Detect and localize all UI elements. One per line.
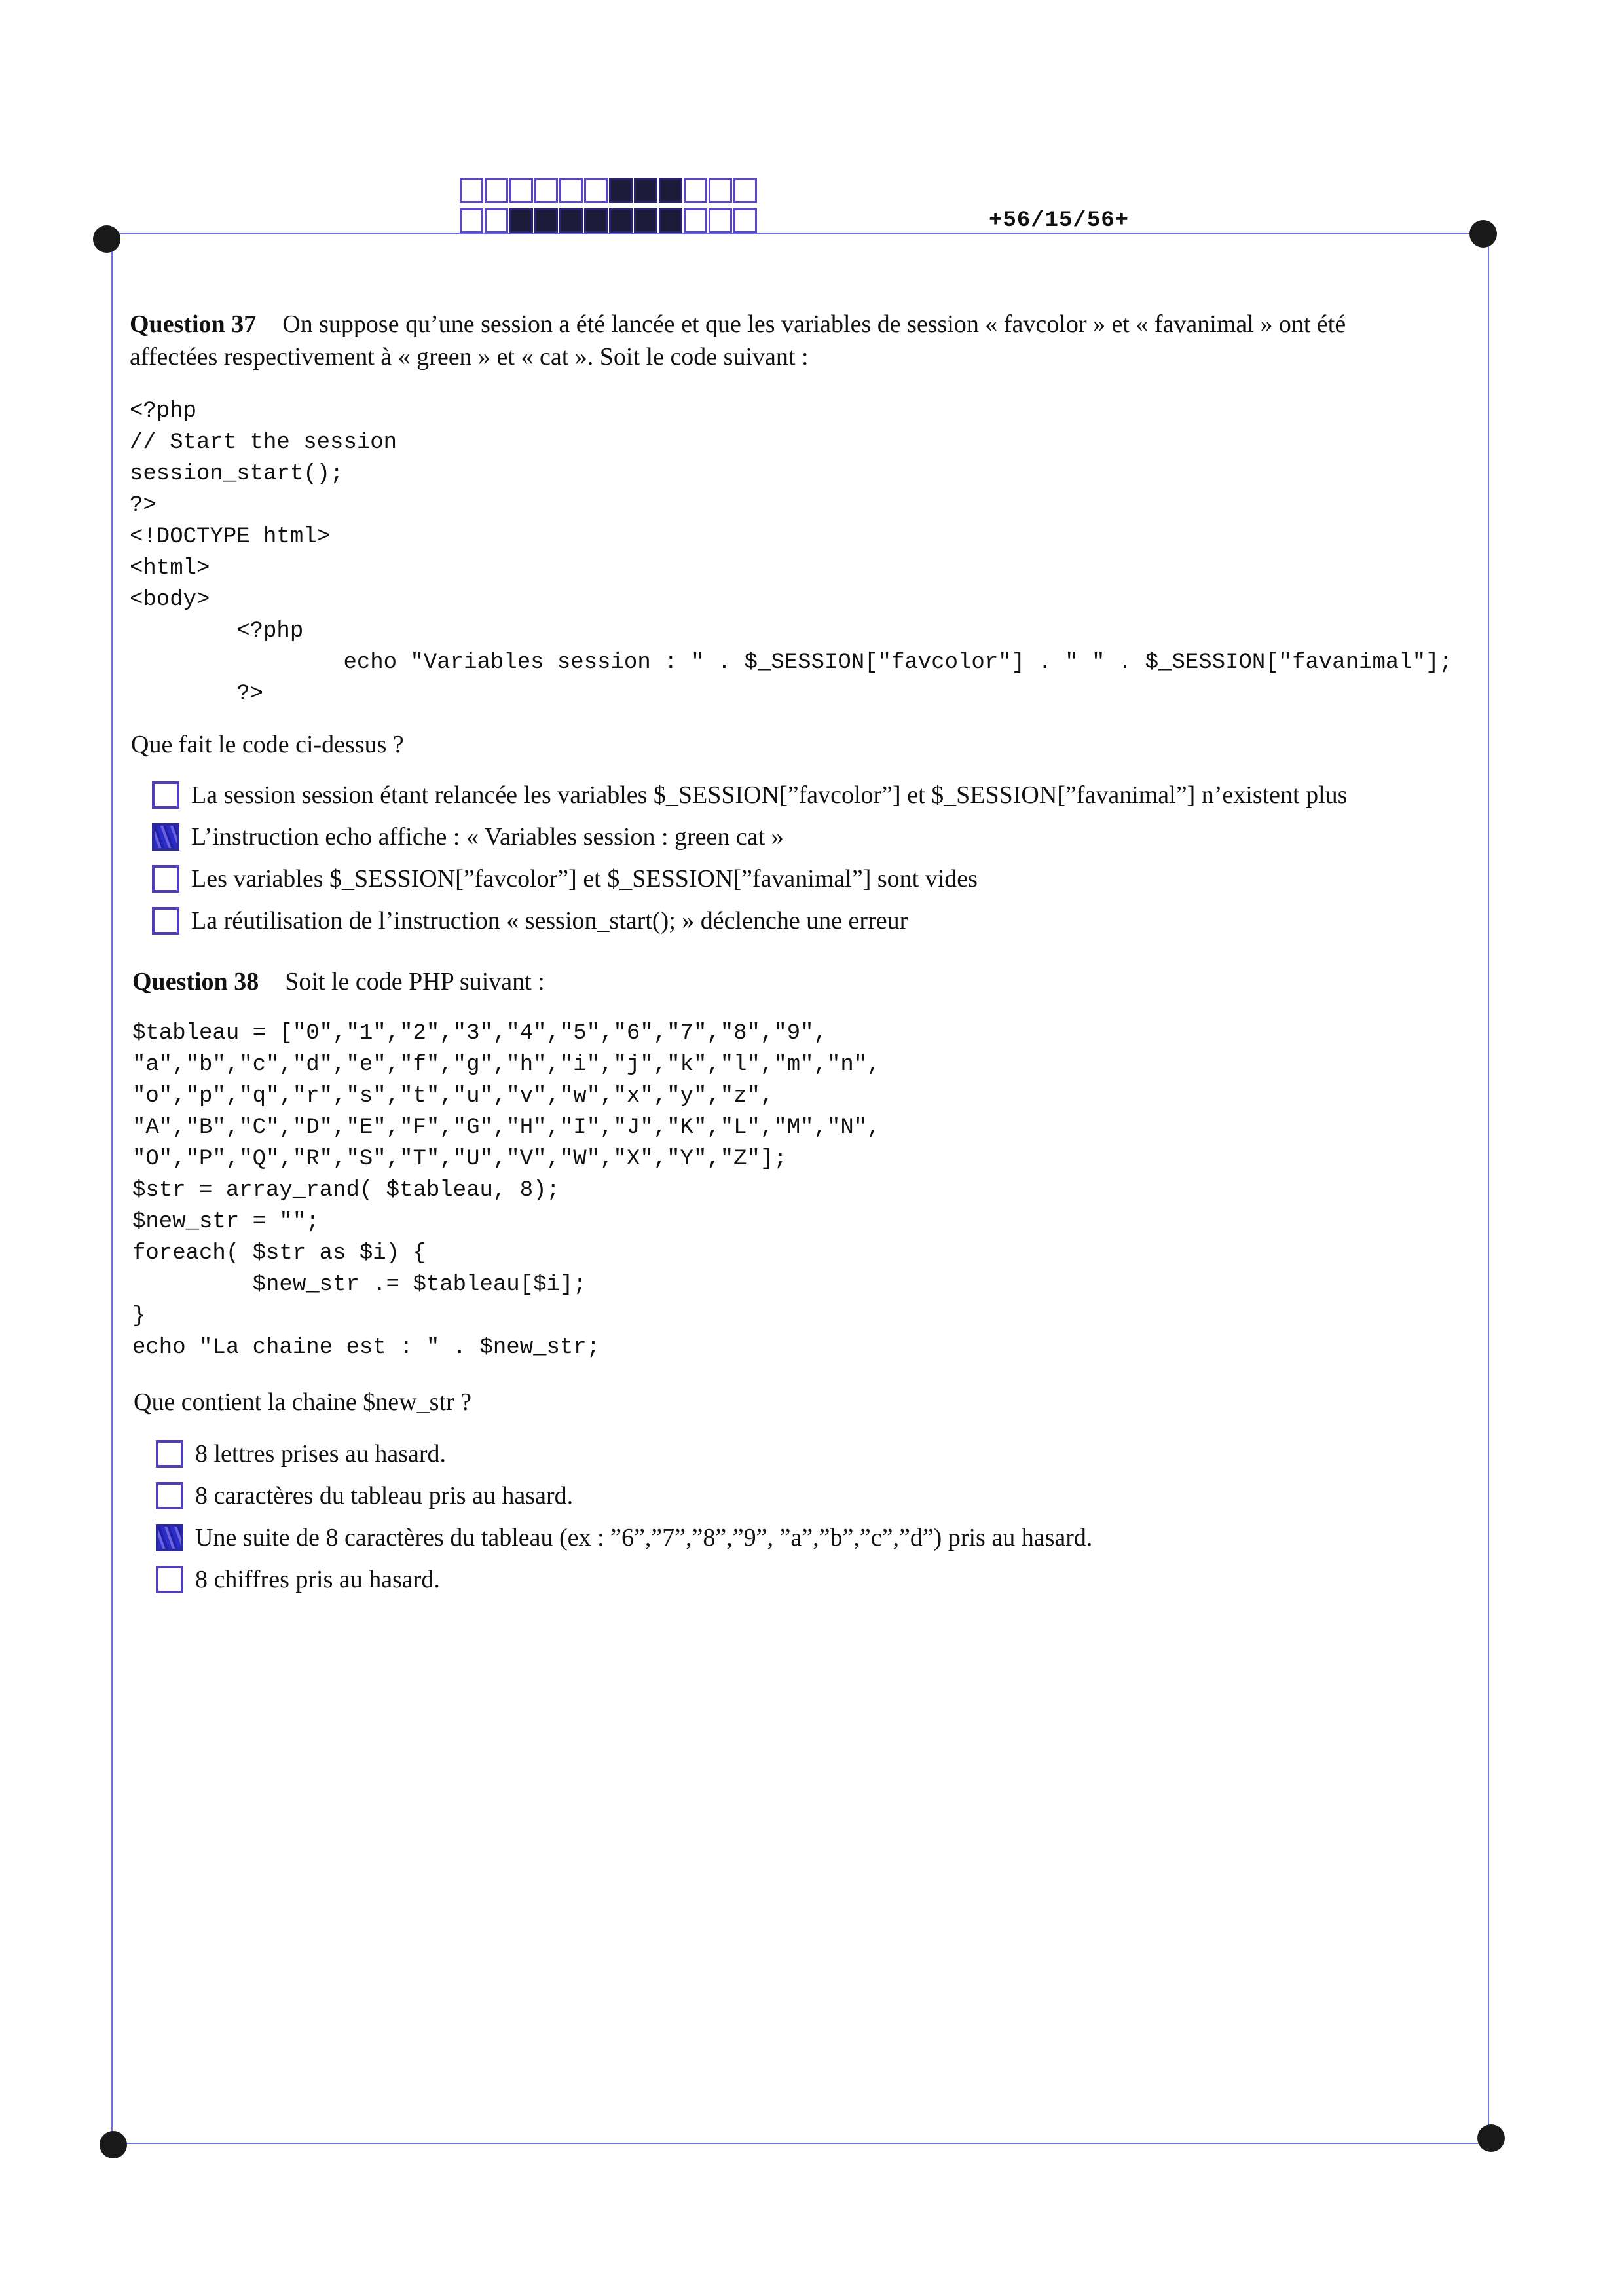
q38-answer[interactable] <box>156 1517 1092 1559</box>
q37-text-line2: affectées respectivement à « green » et « cat ». Soit le code suivant : <box>130 343 809 371</box>
corner-mark-top-left <box>93 225 120 253</box>
q37-answer[interactable] <box>152 900 1347 942</box>
q37-answer[interactable] <box>152 816 1347 858</box>
q37-text-line1: On suppose qu’une session a été lancée et que les variables de session « favcolor » et « favanimal » ont été <box>282 310 1346 338</box>
answer-label: La réutilisation de l’instruction « session_start(); » déclenche une erreur <box>191 907 908 935</box>
answer-sheet-code-row-1 <box>460 178 758 203</box>
q37-answer[interactable] <box>152 858 1347 900</box>
code-box <box>609 208 633 233</box>
q38-question: Que contient la chaine $new_str ? <box>134 1388 471 1416</box>
answer-label: L’instruction echo affiche : « Variables session : green cat » <box>191 823 784 851</box>
q38-code: $tableau = ["0","1","2","3","4","5","6","7","8","9", "a","b","c","d","e","f","g","h","i","j","k","l","m","n", "o","p","q","r","s","t","u","v","w","x","y","z", "A","B","C","D","E","F","G","H","I","J","K","L","M","N", "O","P","Q","R","S","T","U","V","W","X","Y","Z"]; $str = array_rand( $tableau, 8); $new_str = ""; foreach( $str as $i) { $new_str .= $tableau[$i]; } echo "La chaine est : " . $new_str; <box>132 1021 881 1360</box>
code-box <box>485 178 508 203</box>
code-box <box>659 208 682 233</box>
answer-label: 8 caractères du tableau pris au hasard. <box>195 1482 574 1509</box>
checkbox-icon[interactable] <box>156 1440 183 1468</box>
checkbox-icon[interactable] <box>156 1482 183 1509</box>
code-box <box>460 178 483 203</box>
code-box <box>684 208 707 233</box>
q37-question: Que fait le code ci-dessus ? <box>131 731 404 758</box>
q38-answer[interactable] <box>156 1475 1092 1517</box>
checkbox-icon[interactable] <box>156 1524 183 1551</box>
code-box <box>460 208 483 233</box>
code-box <box>485 208 508 233</box>
code-box <box>534 178 558 203</box>
answer-sheet-code-row-2 <box>460 208 758 233</box>
answer-label: Les variables $_SESSION[”favcolor”] et $_SESSION[”favanimal”] sont vides <box>191 865 978 893</box>
q38-text: Soit le code PHP suivant : <box>285 968 545 995</box>
code-box <box>659 178 682 203</box>
code-box <box>709 178 732 203</box>
checkbox-icon[interactable] <box>152 865 179 893</box>
code-box <box>509 208 533 233</box>
code-box <box>584 208 608 233</box>
corner-mark-bottom-right <box>1477 2124 1505 2152</box>
q38-statement <box>132 965 545 998</box>
checkbox-icon[interactable] <box>152 781 179 809</box>
code-box <box>709 208 732 233</box>
code-box <box>559 178 583 203</box>
q38-answer[interactable] <box>156 1433 1092 1475</box>
checkbox-icon[interactable] <box>156 1566 183 1593</box>
checkbox-icon[interactable] <box>152 907 179 935</box>
answer-label: Une suite de 8 caractères du tableau (ex : ”6”,”7”,”8”,”9”, ”a”,”b”,”c”,”d”) pris au hasard. <box>195 1524 1093 1551</box>
q38-label: Question 38 <box>132 968 259 995</box>
code-box <box>609 178 633 203</box>
page-code: +56/15/56+ <box>989 208 1130 233</box>
answer-label: 8 lettres prises au hasard. <box>195 1440 447 1468</box>
code-box <box>584 178 608 203</box>
code-box <box>559 208 583 233</box>
answer-label: 8 chiffres pris au hasard. <box>195 1566 440 1593</box>
q38-answers <box>156 1433 1092 1601</box>
q37-answers <box>152 774 1347 942</box>
corner-mark-top-right <box>1469 220 1497 248</box>
q37-answer[interactable] <box>152 774 1347 816</box>
code-box <box>534 208 558 233</box>
code-box <box>509 178 533 203</box>
answer-label: La session session étant relancée les variables $_SESSION[”favcolor”] et $_SESSION[”favanimal”] n’existent plus <box>191 781 1348 809</box>
corner-mark-bottom-left <box>100 2131 127 2158</box>
code-box <box>733 208 757 233</box>
q37-label: Question 37 <box>130 310 257 338</box>
q37-code: <?php // Start the session session_start(); ?> <!DOCTYPE html> <html> <body> <?php echo "Variables session : " . $_SESSION["favcolor"] . " " . $_SESSION["favanimal"]; ?> <box>130 399 1452 707</box>
q38-answer[interactable] <box>156 1559 1092 1601</box>
checkbox-icon[interactable] <box>152 823 179 851</box>
code-box <box>634 178 657 203</box>
code-box <box>733 178 757 203</box>
code-box <box>634 208 657 233</box>
q37-statement <box>130 308 1466 373</box>
code-box <box>684 178 707 203</box>
